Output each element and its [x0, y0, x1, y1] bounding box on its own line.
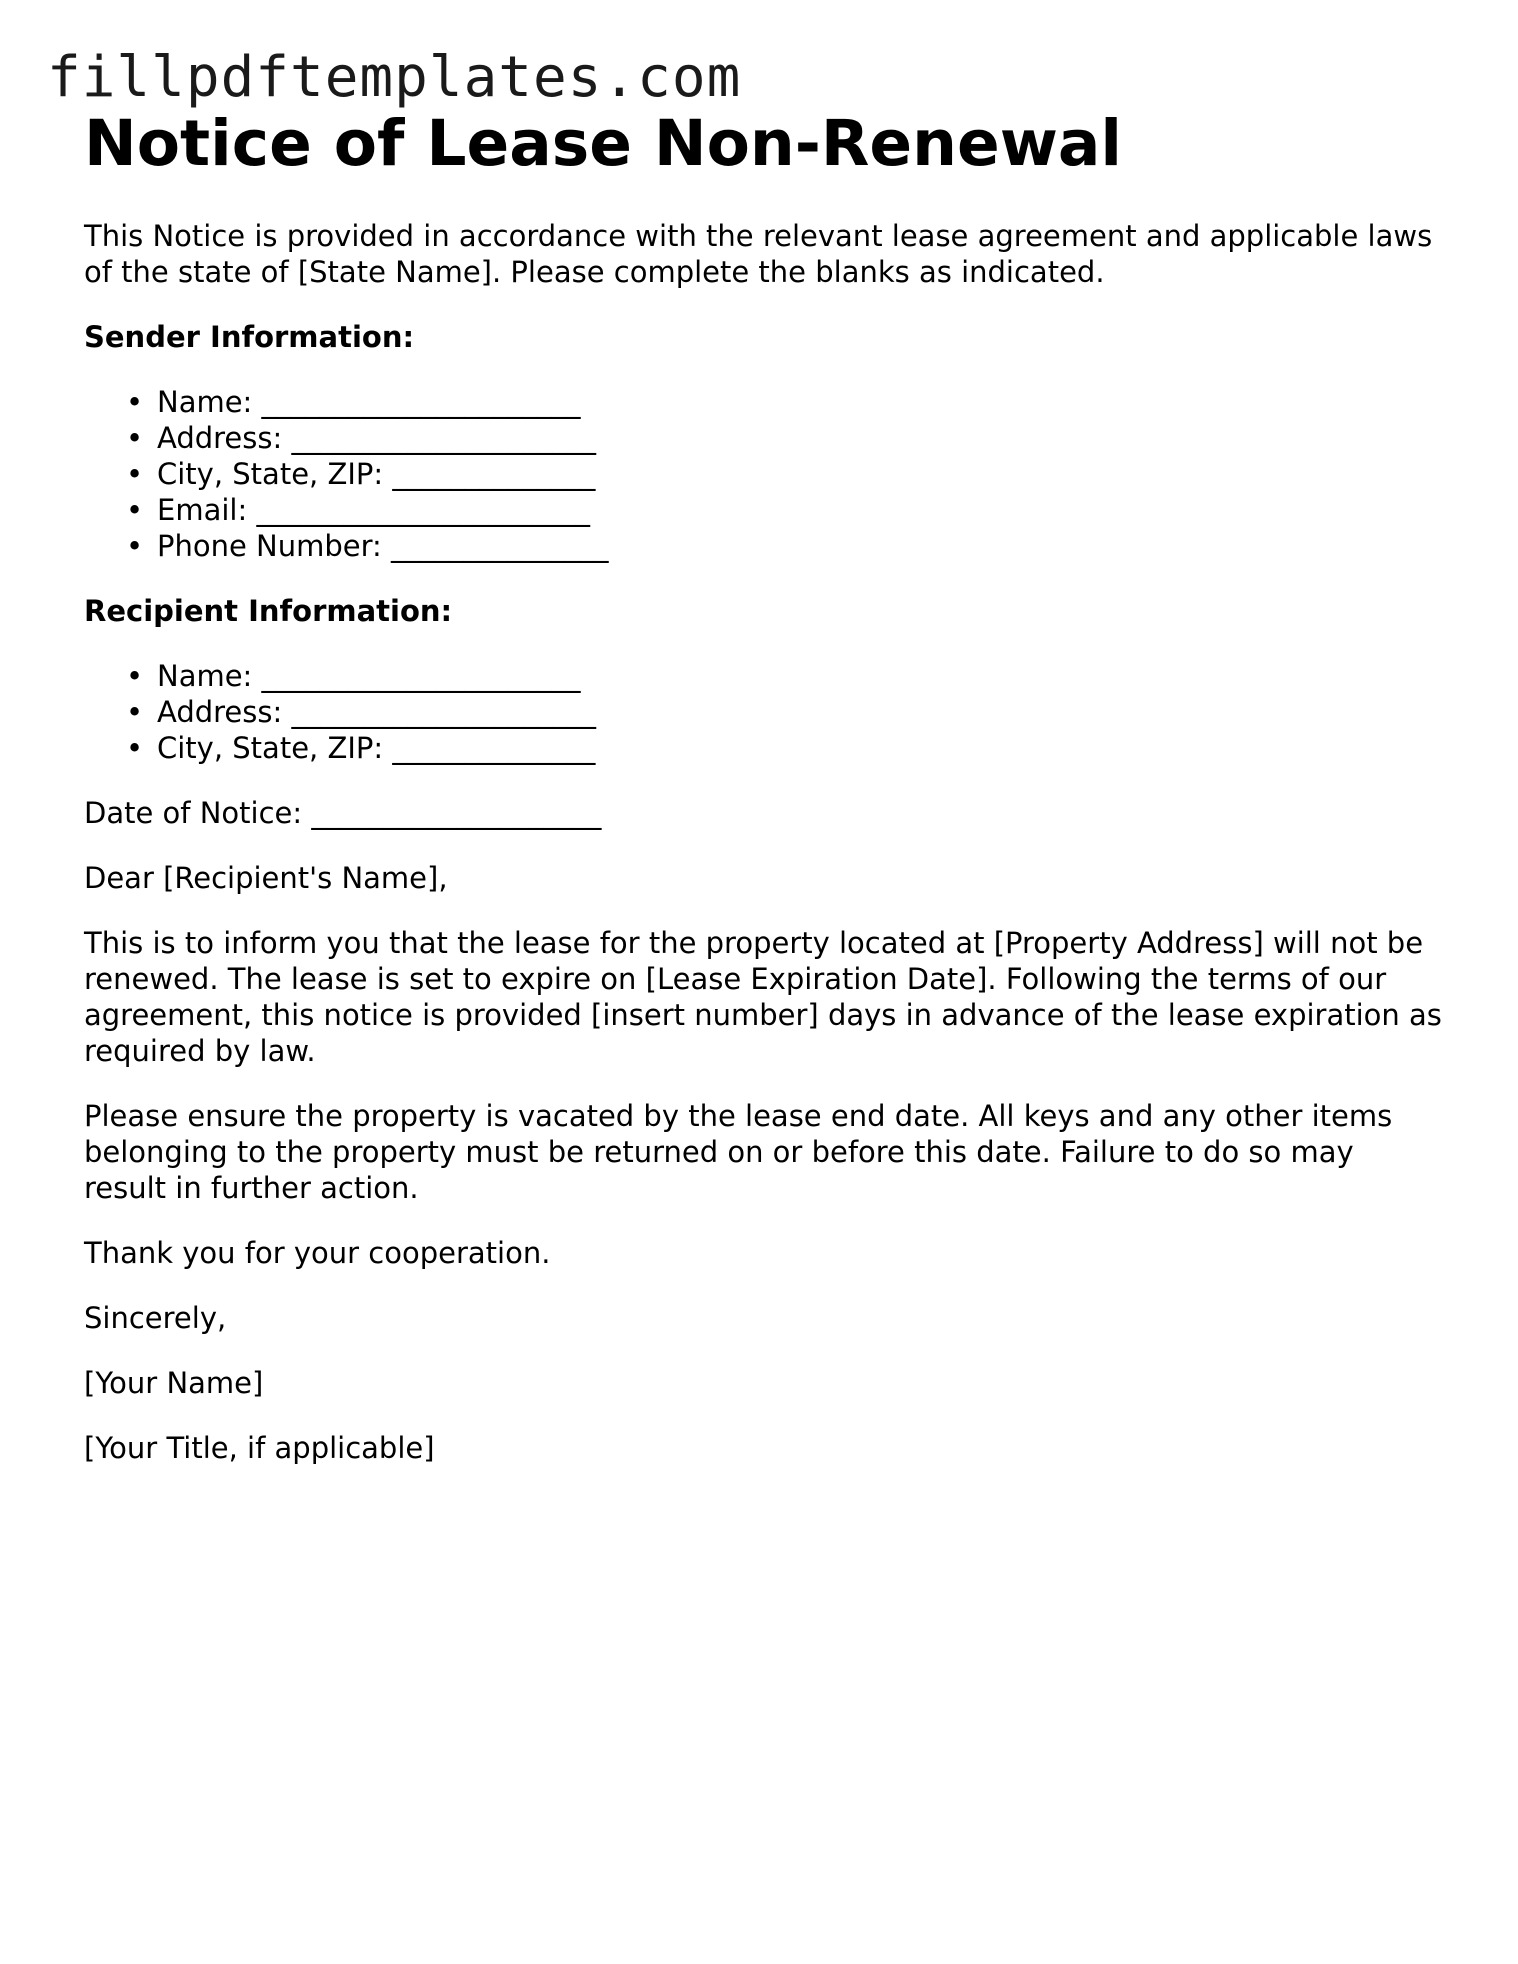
sender-email-field: Email: _______________________	[157, 493, 590, 527]
body-paragraph-2: Please ensure the property is vacated by the lease end date. All keys and any other items belonging to the property must be returned on or before this date. Failure to do so may result in further action.	[84, 1099, 1393, 1205]
sender-address-item	[126, 420, 1444, 456]
recipient-address-field: Address: _____________________	[157, 695, 596, 729]
recipient-city-field: City, State, ZIP: ______________	[157, 731, 596, 765]
bullet-icon: •	[126, 493, 144, 527]
signature-name: [Your Name]	[84, 1366, 264, 1400]
bullet-icon: •	[126, 385, 144, 419]
greeting: Dear [Recipient's Name],	[84, 861, 448, 895]
site-watermark: fillpdftemplates.com	[47, 45, 742, 110]
sender-name-field: Name: ______________________	[157, 385, 581, 419]
recipient-city-item	[126, 730, 1444, 766]
bullet-icon: •	[126, 695, 144, 729]
signature-title: [Your Title, if applicable]	[84, 1431, 435, 1465]
sender-info-list	[84, 384, 1444, 564]
sender-city-item	[126, 456, 1444, 492]
sender-city-field: City, State, ZIP: ______________	[157, 457, 596, 491]
intro-paragraph: This Notice is provided in accordance with the relevant lease agreement and applicable laws of the state of [State Name]. Please complete the blanks as indicated.	[84, 219, 1433, 289]
sender-email-item	[126, 492, 1444, 528]
bullet-icon: •	[126, 457, 144, 491]
page-title: Notice of Lease Non-Renewal	[84, 107, 1123, 180]
sender-info-heading: Sender Information:	[84, 320, 415, 354]
recipient-name-item	[126, 658, 1444, 694]
sender-phone-field: Phone Number: _______________	[157, 529, 609, 563]
thanks-line: Thank you for your cooperation.	[84, 1236, 551, 1270]
notice-document	[84, 104, 1444, 1466]
sender-name-item	[126, 384, 1444, 420]
recipient-name-field: Name: ______________________	[157, 659, 581, 693]
recipient-address-item	[126, 694, 1444, 730]
date-of-notice: Date of Notice: ____________________	[84, 796, 602, 830]
sender-address-field: Address: _____________________	[157, 421, 596, 455]
sender-phone-item	[126, 528, 1444, 564]
bullet-icon: •	[126, 731, 144, 765]
recipient-info-heading: Recipient Information:	[84, 594, 453, 628]
body-paragraph-1: This is to inform you that the lease for the property located at [Property Address] will not be renewed. The lease is set to expire on [Lease Expiration Date]. Following the terms of our agreement, this notice is provided [insert number] days in advance of the lease expiration as required by law.	[84, 926, 1442, 1068]
closing-line: Sincerely,	[84, 1301, 227, 1335]
bullet-icon: •	[126, 529, 144, 563]
recipient-info-list	[84, 658, 1444, 766]
bullet-icon: •	[126, 659, 144, 693]
bullet-icon: •	[126, 421, 144, 455]
